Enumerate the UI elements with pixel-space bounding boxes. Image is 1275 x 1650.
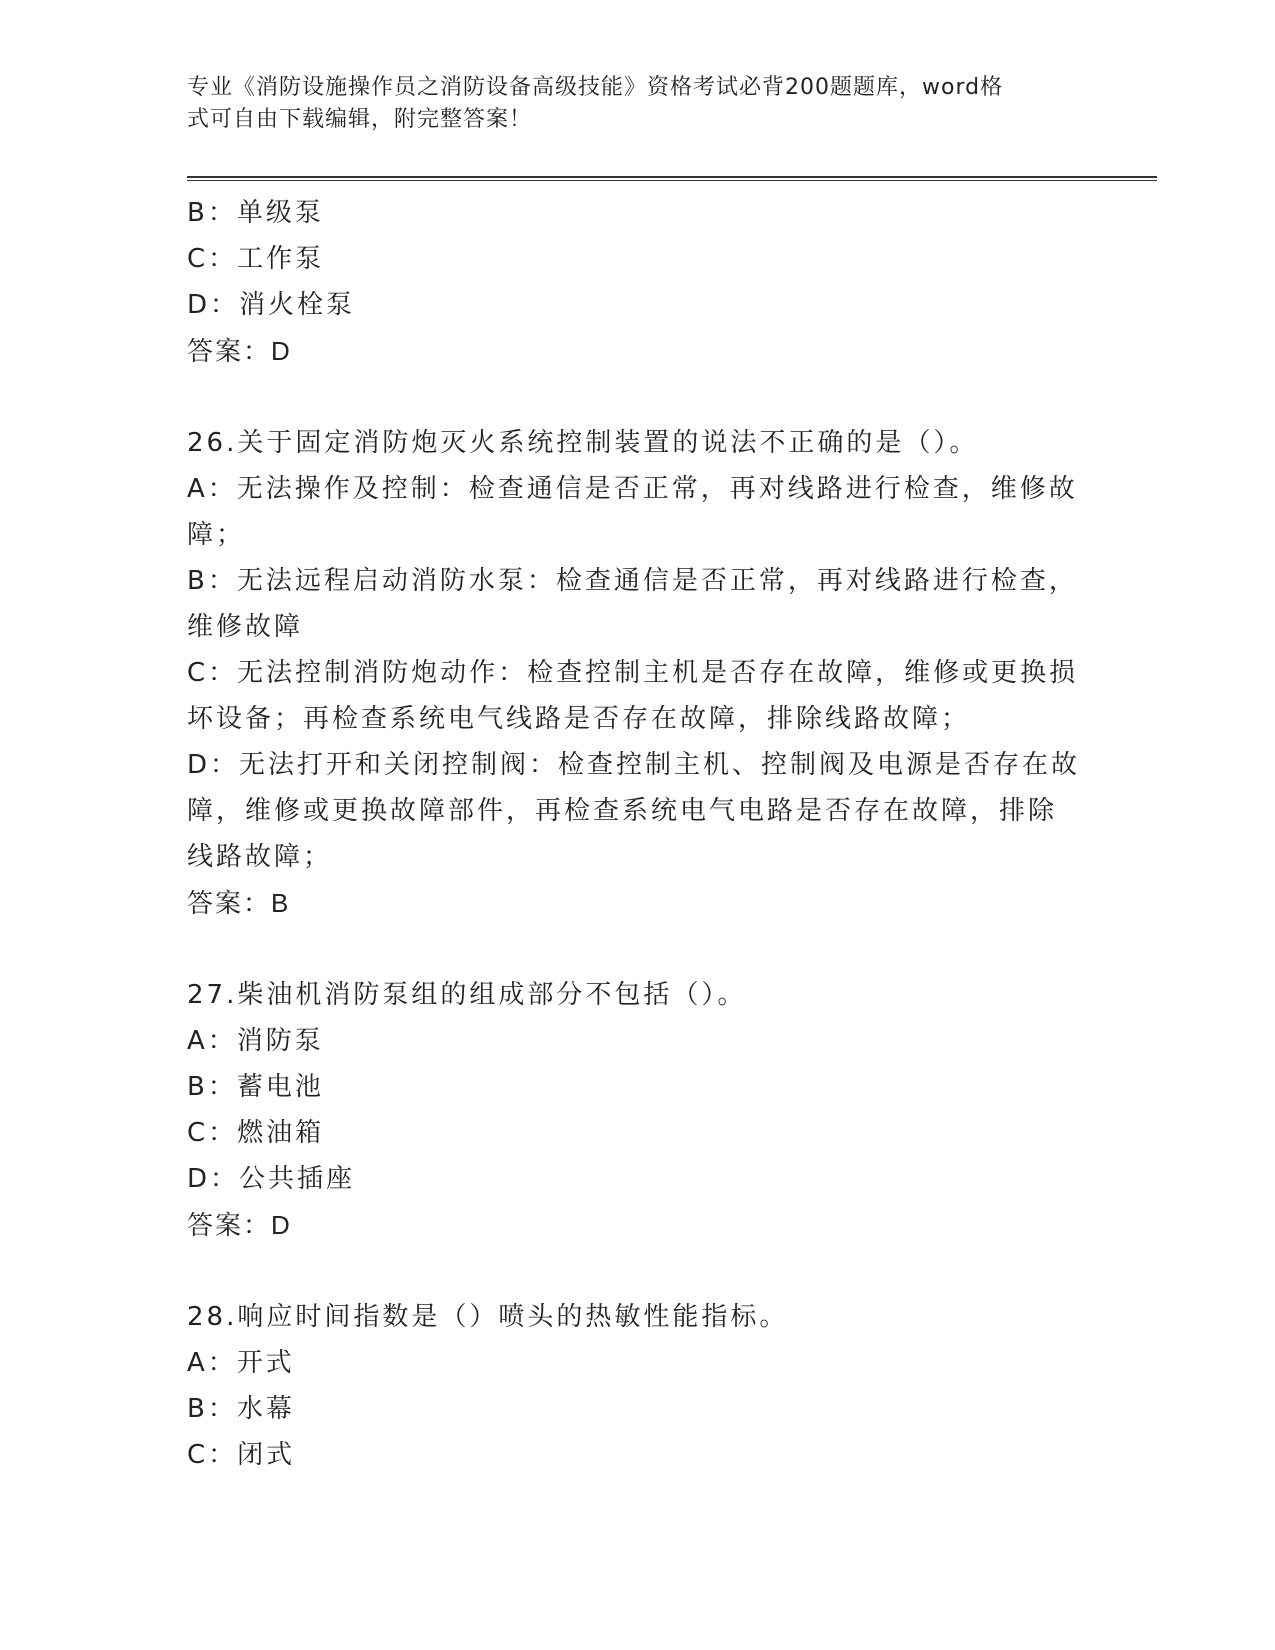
option-line: A：开式 [187, 1348, 295, 1378]
header-line-2: 式可自由下载编辑，附完整答案！ [187, 107, 533, 132]
option-line: B：无法远程启动消防水泵：检查通信是否正常，再对线路进行检查， [187, 566, 1078, 596]
question-stem: 26.关于固定消防炮灭火系统控制装置的说法不正确的是（）。 [187, 428, 979, 458]
option-line: B：水幕 [187, 1394, 295, 1424]
option-line: D：无法打开和关闭控制阀：检查控制主机、控制阀及电源是否存在故 [187, 750, 1081, 780]
answer-line: 答案：D [187, 336, 292, 366]
option-line: C：燃油箱 [187, 1118, 325, 1148]
option-line: 坏设备；再检查系统电气线路是否存在故障，排除线路故障； [187, 704, 971, 734]
spacer [187, 1248, 1087, 1294]
option-line: B：蓄电池 [187, 1072, 324, 1102]
spacer [187, 374, 1087, 420]
option-line: 障； [187, 520, 246, 550]
option-line: D：消火栓泵 [187, 290, 356, 320]
option-line: A：无法操作及控制：检查通信是否正常，再对线路进行检查，维修故 [187, 474, 1078, 504]
question-26 [187, 420, 1087, 926]
option-line: C：无法控制消防炮动作：检查控制主机是否存在故障，维修或更换损 [187, 658, 1079, 688]
spacer [187, 926, 1087, 972]
option-line: C：工作泵 [187, 244, 325, 274]
question-27 [187, 972, 1087, 1248]
question-28 [187, 1294, 1087, 1478]
question-stem: 28.响应时间指数是（）喷头的热敏性能指标。 [187, 1302, 789, 1332]
option-line: A：消防泵 [187, 1026, 324, 1056]
question-content [187, 190, 1087, 1478]
option-line: C：闭式 [187, 1440, 296, 1470]
option-line: D：公共插座 [187, 1164, 356, 1194]
option-line: B：单级泵 [187, 198, 324, 228]
option-line: 障，维修或更换故障部件，再检查系统电气电路是否存在故障，排除 [187, 796, 1058, 826]
option-line: 线路故障； [187, 842, 333, 872]
header-line-1: 专业《消防设施操作员之消防设备高级技能》资格考试必背200题题库，word格 [187, 75, 1004, 100]
header-divider [187, 176, 1157, 181]
answer-line: 答案：B [187, 888, 291, 918]
answer-line: 答案：D [187, 1210, 292, 1240]
question-25-continued [187, 190, 1087, 374]
document-header [187, 72, 1067, 136]
option-line: 维修故障 [187, 612, 304, 642]
question-stem: 27.柴油机消防泵组的组成部分不包括（）。 [187, 980, 747, 1010]
